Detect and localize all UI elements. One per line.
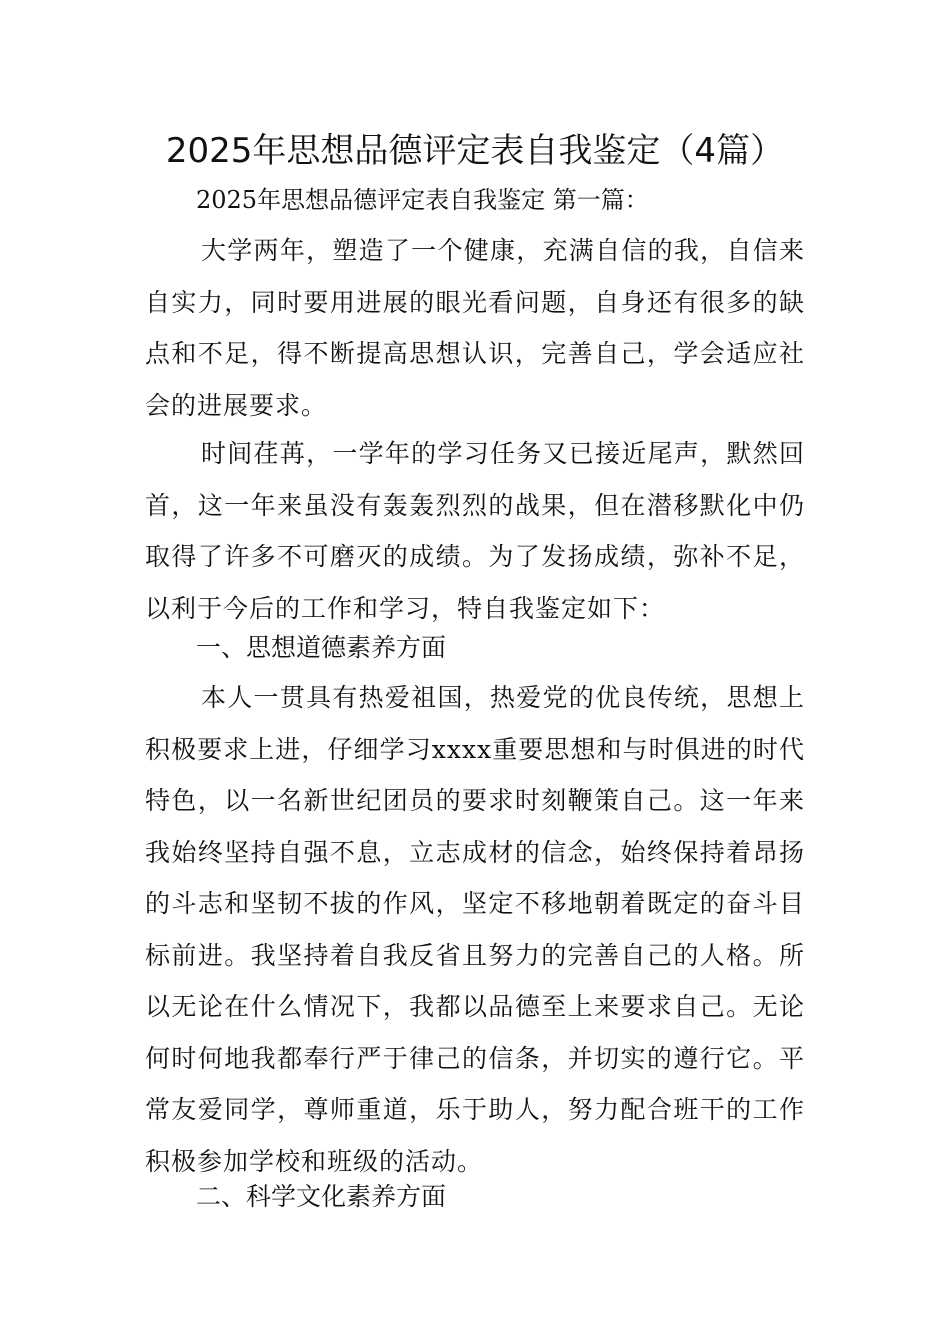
document-subtitle: 2025年思想品德评定表自我鉴定 第一篇： bbox=[196, 186, 649, 214]
document-title: 2025年思想品德评定表自我鉴定（4篇） bbox=[165, 131, 785, 171]
paragraph-3: 本人一贯具有热爱祖国，热爱党的优良传统，思想上积极要求上进，仔细学习xxxx重要思想和与时俱进的时代特色，以一名新世纪团员的要求时刻鞭策自己。这一年来我始终坚持自强不息，立志成材的信念，始终保持着昂扬的斗志和坚韧不拔的作风，坚定不移地朝着既定的奋斗目标前进。我坚持着自我反省且努力的完善自己的人格。所以无论在什么情况下，我都以品德至上来要求自己。无论何时何地我都奉行严于律己的信条，并切实的遵行它。平常友爱同学，尊师重道，乐于助人，努力配合班干的工作积极参加学校和班级的活动。 bbox=[145, 683, 805, 1176]
paragraph-1: 大学两年，塑造了一个健康，充满自信的我，自信来自实力，同时要用进展的眼光看问题，自身还有很多的缺点和不足，得不断提高思想认识，完善自己，学会适应社会的进展要求。 bbox=[145, 236, 805, 420]
paragraph-2: 时间荏苒，一学年的学习任务又已接近尾声，默然回首，这一年来虽没有轰轰烈烈的战果，但在潜移默化中仍取得了许多不可磨灭的成绩。为了发扬成绩，弥补不足，以利于今后的工作和学习，特自我鉴定如下： bbox=[145, 439, 805, 623]
section-heading-2: 二、科学文化素养方面 bbox=[196, 1182, 447, 1211]
section-heading-1: 一、思想道德素养方面 bbox=[196, 633, 447, 662]
